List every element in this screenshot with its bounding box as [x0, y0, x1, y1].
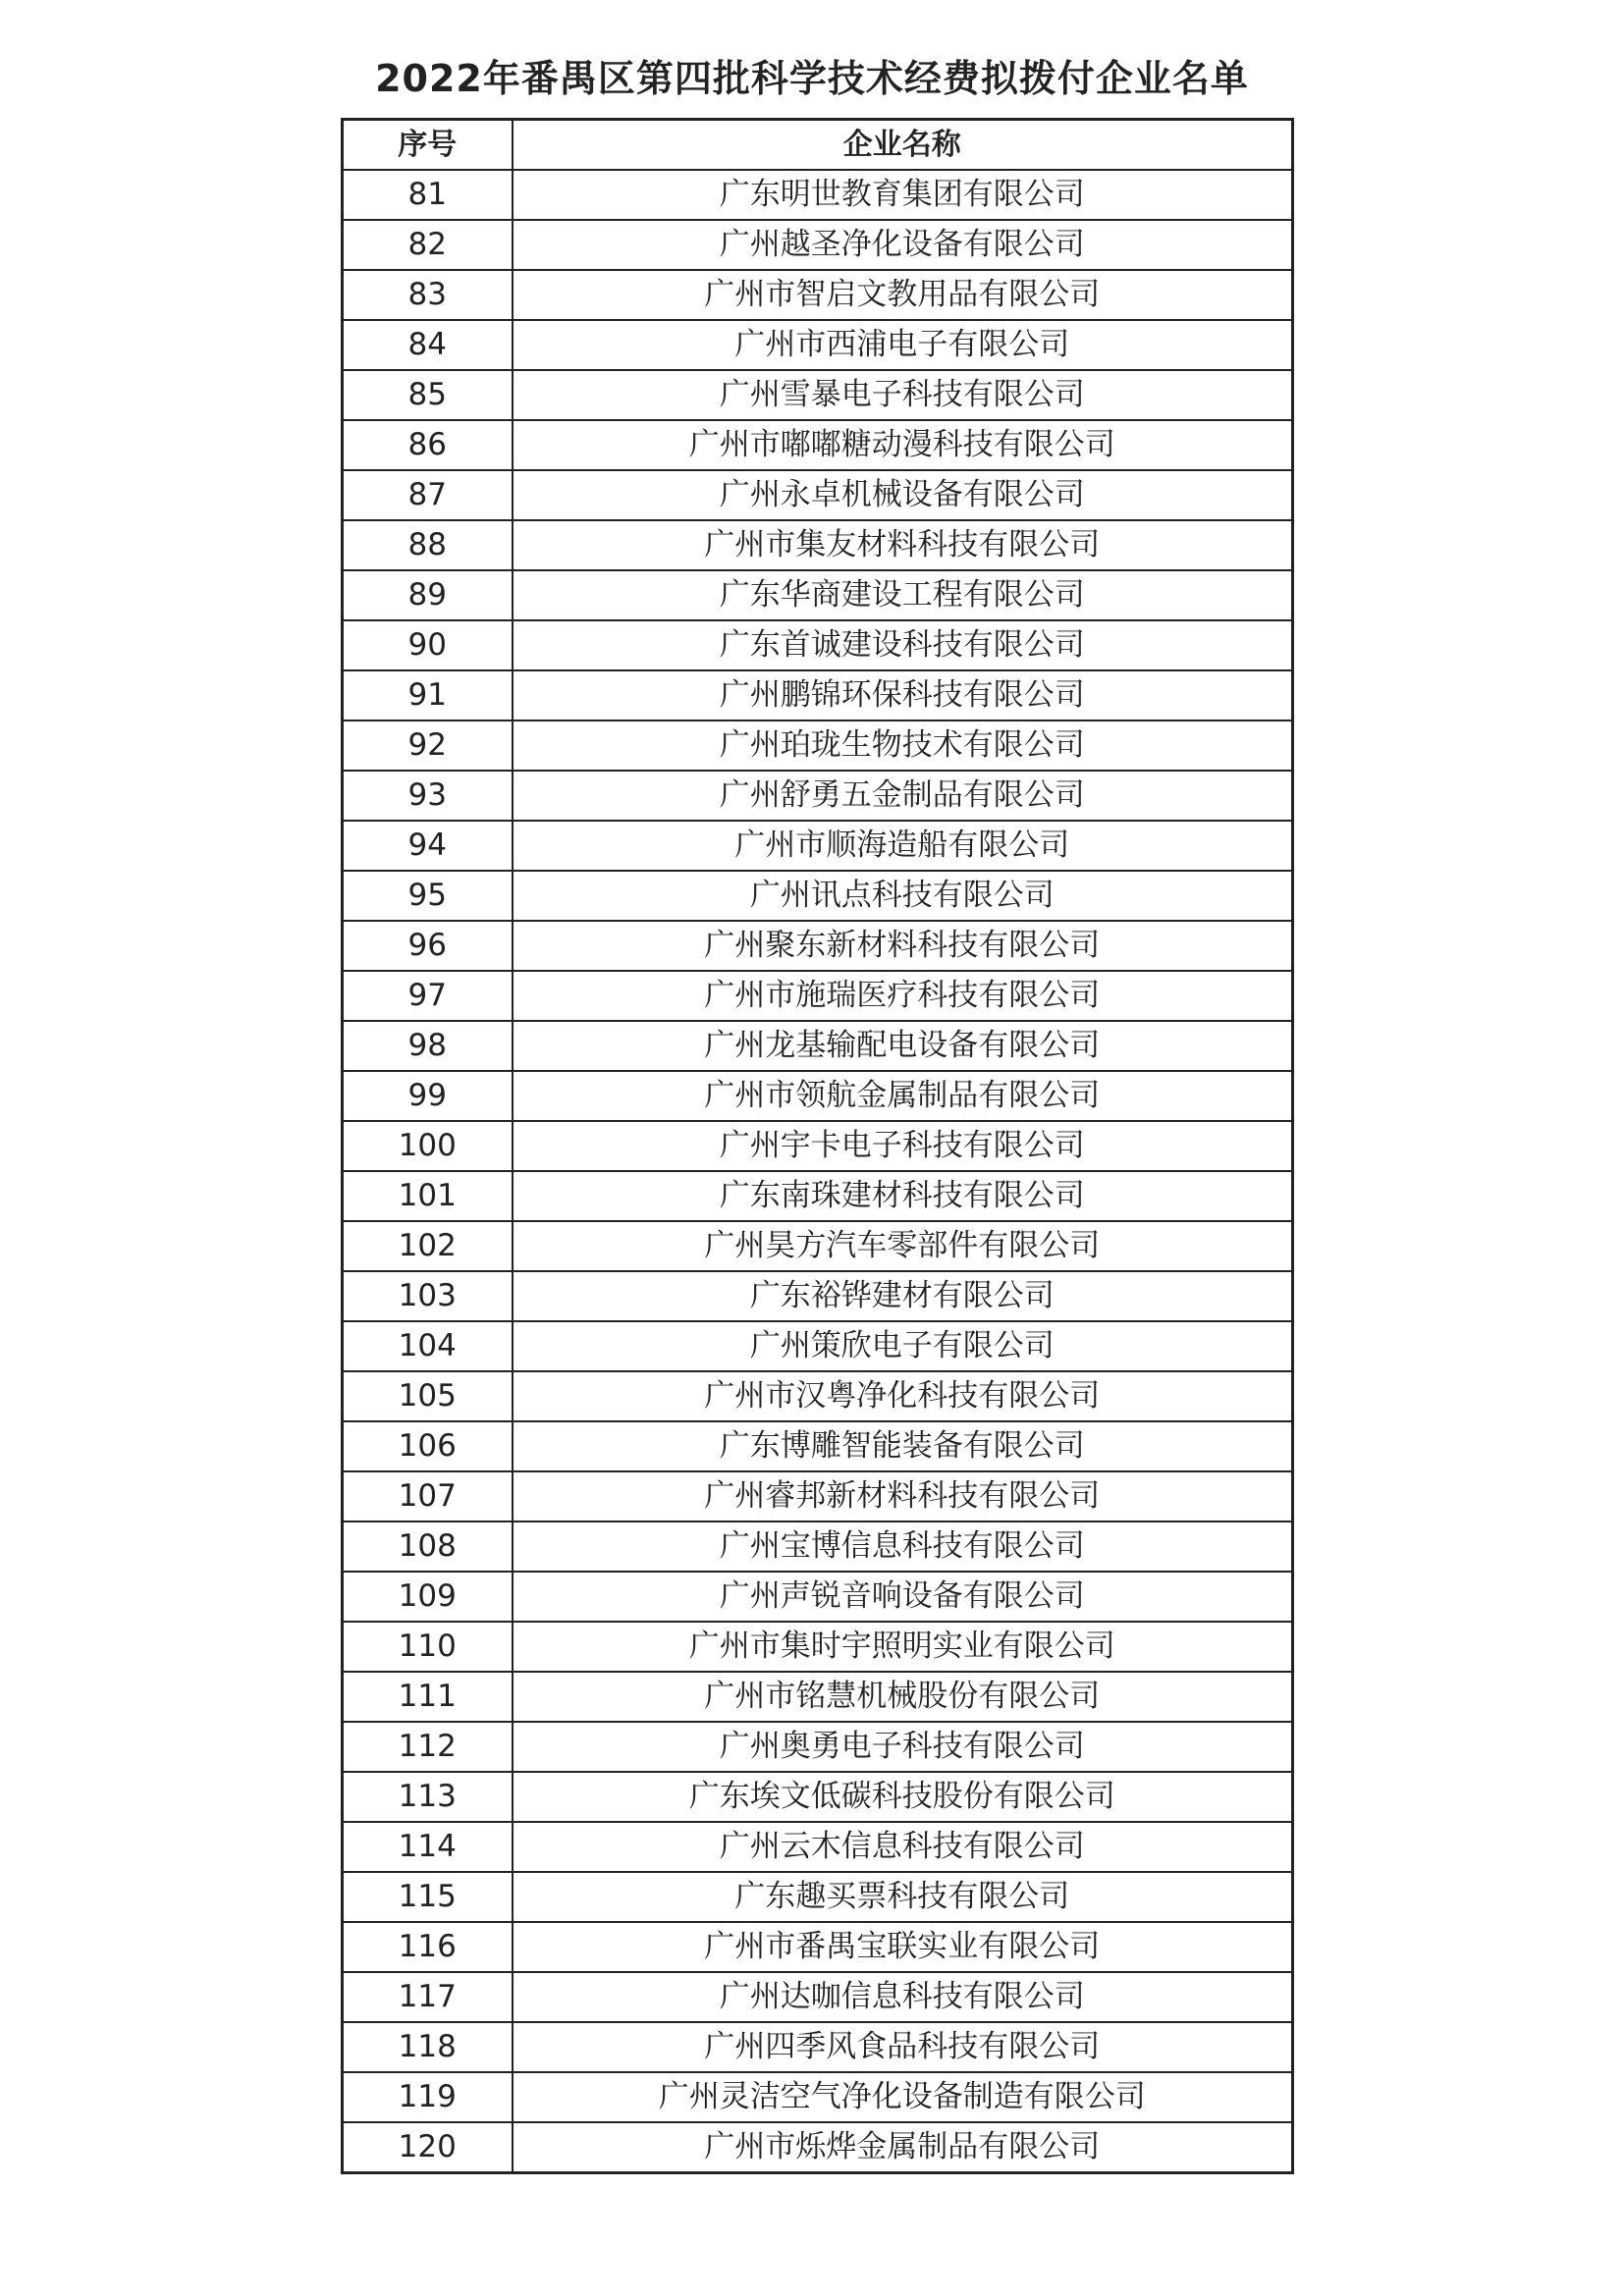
serial-number-cell: 109	[343, 1572, 513, 1622]
table-row	[343, 370, 1293, 420]
table-row	[343, 1471, 1293, 1522]
table-row	[343, 270, 1293, 320]
page-title: 2022年番禺区第四批科学技术经费拟拨付企业名单	[375, 57, 1249, 100]
table-row	[343, 570, 1293, 620]
company-name-cell: 广州云木信息科技有限公司	[513, 1822, 1293, 1872]
serial-number-cell: 117	[343, 1972, 513, 2022]
serial-number-cell: 82	[343, 220, 513, 270]
company-name-cell: 广东趣买票科技有限公司	[513, 1872, 1293, 1922]
serial-number-cell: 110	[343, 1622, 513, 1672]
serial-number-cell: 93	[343, 771, 513, 821]
company-name-cell: 广州灵洁空气净化设备制造有限公司	[513, 2072, 1293, 2122]
table-row	[343, 721, 1293, 771]
serial-number-cell: 114	[343, 1822, 513, 1872]
serial-number-cell: 85	[343, 370, 513, 420]
table-row	[343, 320, 1293, 370]
table-row	[343, 871, 1293, 921]
serial-number-cell: 107	[343, 1471, 513, 1522]
company-name-cell: 广州市铭慧机械股份有限公司	[513, 1672, 1293, 1722]
table-row	[343, 170, 1293, 220]
company-name-cell: 广州奥勇电子科技有限公司	[513, 1722, 1293, 1772]
serial-number-cell: 102	[343, 1221, 513, 1271]
company-name-cell: 广东首诚建设科技有限公司	[513, 620, 1293, 670]
serial-number-cell: 98	[343, 1021, 513, 1071]
table-row	[343, 420, 1293, 470]
company-name-cell: 广州市集友材料科技有限公司	[513, 520, 1293, 570]
table-row	[343, 971, 1293, 1021]
serial-number-cell: 100	[343, 1121, 513, 1171]
company-name-cell: 广州市西浦电子有限公司	[513, 320, 1293, 370]
serial-number-cell: 90	[343, 620, 513, 670]
serial-number-cell: 115	[343, 1872, 513, 1922]
table-row	[343, 1121, 1293, 1171]
table-row	[343, 470, 1293, 520]
table-row	[343, 1522, 1293, 1572]
table-row	[343, 1021, 1293, 1071]
company-name-cell: 广州龙基输配电设备有限公司	[513, 1021, 1293, 1071]
serial-number-cell: 95	[343, 871, 513, 921]
company-name-cell: 广州市集时宇照明实业有限公司	[513, 1622, 1293, 1672]
company-name-cell: 广东南珠建材科技有限公司	[513, 1171, 1293, 1221]
company-name-cell: 广州市领航金属制品有限公司	[513, 1071, 1293, 1121]
serial-number-cell: 91	[343, 670, 513, 721]
company-name-cell: 广州雪暴电子科技有限公司	[513, 370, 1293, 420]
serial-number-cell: 92	[343, 721, 513, 771]
table-row	[343, 1922, 1293, 1972]
company-name-cell: 广州市顺海造船有限公司	[513, 821, 1293, 871]
company-name-cell: 广州达咖信息科技有限公司	[513, 1972, 1293, 2022]
company-name-cell: 广州讯点科技有限公司	[513, 871, 1293, 921]
table-row	[343, 1271, 1293, 1321]
serial-number-cell: 112	[343, 1722, 513, 1772]
company-table	[341, 118, 1294, 2174]
table-row	[343, 2072, 1293, 2122]
table-body	[343, 170, 1293, 2173]
serial-number-cell: 99	[343, 1071, 513, 1121]
company-name-cell: 广州越圣净化设备有限公司	[513, 220, 1293, 270]
company-name-cell: 广州鹏锦环保科技有限公司	[513, 670, 1293, 721]
serial-number-cell: 116	[343, 1922, 513, 1972]
table-row	[343, 620, 1293, 670]
company-name-cell: 广州宇卡电子科技有限公司	[513, 1121, 1293, 1171]
serial-number-cell: 97	[343, 971, 513, 1021]
table-row	[343, 1321, 1293, 1371]
serial-number-cell: 113	[343, 1772, 513, 1822]
company-name-cell: 广州永卓机械设备有限公司	[513, 470, 1293, 520]
table-row	[343, 1722, 1293, 1772]
serial-number-cell: 118	[343, 2022, 513, 2072]
serial-number-cell: 84	[343, 320, 513, 370]
serial-number-cell: 94	[343, 821, 513, 871]
table-row	[343, 1071, 1293, 1121]
company-name-cell: 广州宝博信息科技有限公司	[513, 1522, 1293, 1572]
table-row	[343, 1622, 1293, 1672]
serial-number-cell: 111	[343, 1672, 513, 1722]
company-name-cell: 广东华商建设工程有限公司	[513, 570, 1293, 620]
table-row	[343, 670, 1293, 721]
company-name-cell: 广州市烁烨金属制品有限公司	[513, 2122, 1293, 2173]
company-name-cell: 广州市智启文教用品有限公司	[513, 270, 1293, 320]
serial-number-cell: 119	[343, 2072, 513, 2122]
table-row	[343, 1171, 1293, 1221]
serial-number-cell: 106	[343, 1421, 513, 1471]
table-row	[343, 2022, 1293, 2072]
header-company-name: 企业名称	[513, 120, 1293, 171]
serial-number-cell: 89	[343, 570, 513, 620]
company-name-cell: 广州昊方汽车零部件有限公司	[513, 1221, 1293, 1271]
company-name-cell: 广东埃文低碳科技股份有限公司	[513, 1772, 1293, 1822]
table-row	[343, 220, 1293, 270]
serial-number-cell: 108	[343, 1522, 513, 1572]
table-row	[343, 520, 1293, 570]
serial-number-cell: 83	[343, 270, 513, 320]
table-row	[343, 1371, 1293, 1421]
company-name-cell: 广州声锐音响设备有限公司	[513, 1572, 1293, 1622]
company-name-cell: 广州市汉粤净化科技有限公司	[513, 1371, 1293, 1421]
company-name-cell: 广州珀珑生物技术有限公司	[513, 721, 1293, 771]
company-name-cell: 广东裕铧建材有限公司	[513, 1271, 1293, 1321]
header-serial-number: 序号	[343, 120, 513, 171]
company-name-cell: 广州市番禺宝联实业有限公司	[513, 1922, 1293, 1972]
table-row	[343, 821, 1293, 871]
company-name-cell: 广州市施瑞医疗科技有限公司	[513, 971, 1293, 1021]
serial-number-cell: 87	[343, 470, 513, 520]
serial-number-cell: 96	[343, 921, 513, 971]
table-row	[343, 1572, 1293, 1622]
table-row	[343, 1972, 1293, 2022]
serial-number-cell: 103	[343, 1271, 513, 1321]
serial-number-cell: 86	[343, 420, 513, 470]
serial-number-cell: 81	[343, 170, 513, 220]
table-row	[343, 1421, 1293, 1471]
company-name-cell: 广州睿邦新材料科技有限公司	[513, 1471, 1293, 1522]
serial-number-cell: 105	[343, 1371, 513, 1421]
serial-number-cell: 101	[343, 1171, 513, 1221]
table-row	[343, 1872, 1293, 1922]
company-name-cell: 广州舒勇五金制品有限公司	[513, 771, 1293, 821]
table-row	[343, 2122, 1293, 2173]
table-row	[343, 771, 1293, 821]
company-name-cell: 广州策欣电子有限公司	[513, 1321, 1293, 1371]
company-name-cell: 广州市嘟嘟糖动漫科技有限公司	[513, 420, 1293, 470]
table-row	[343, 1772, 1293, 1822]
company-name-cell: 广东明世教育集团有限公司	[513, 170, 1293, 220]
serial-number-cell: 88	[343, 520, 513, 570]
table-row	[343, 1221, 1293, 1271]
table-row	[343, 1822, 1293, 1872]
company-name-cell: 广州聚东新材料科技有限公司	[513, 921, 1293, 971]
company-name-cell: 广东博雕智能装备有限公司	[513, 1421, 1293, 1471]
serial-number-cell: 120	[343, 2122, 513, 2173]
serial-number-cell: 104	[343, 1321, 513, 1371]
table-row	[343, 921, 1293, 971]
table-row	[343, 1672, 1293, 1722]
company-name-cell: 广州四季风食品科技有限公司	[513, 2022, 1293, 2072]
table-header-row	[343, 120, 1293, 171]
